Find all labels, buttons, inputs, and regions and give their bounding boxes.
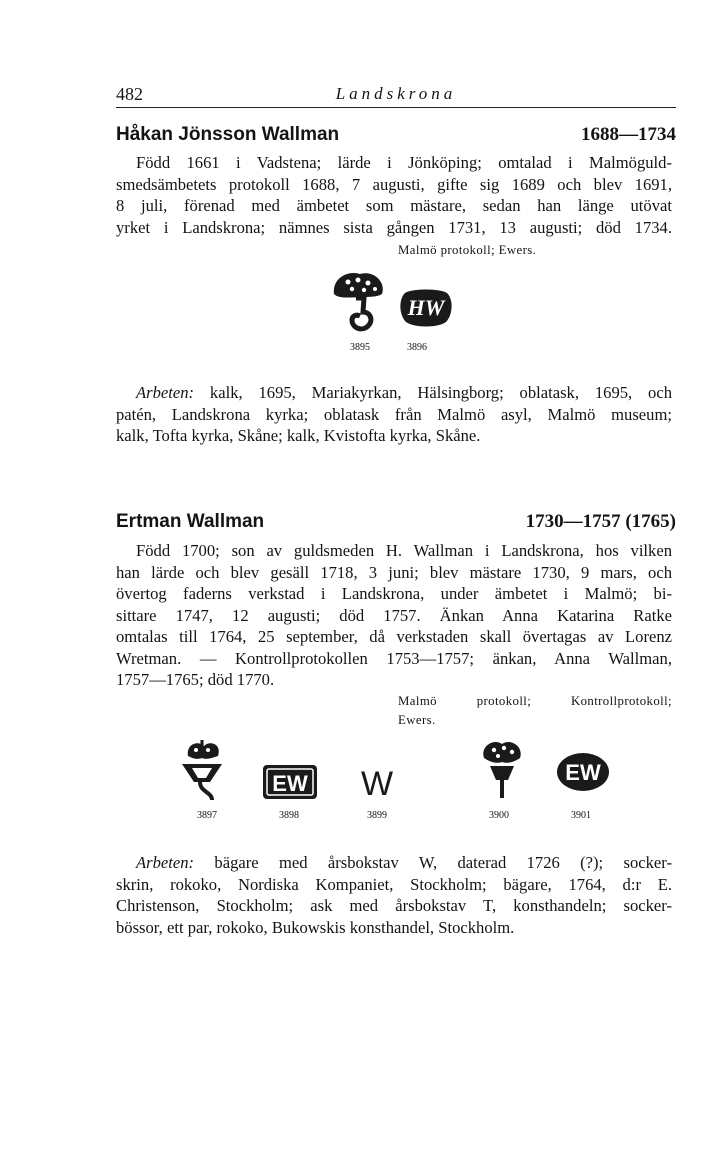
works-line: bössor, ett par, rokoko, Bukowskis konsthandel, Stockholm. (116, 917, 515, 937)
running-title: Landskrona (335, 84, 457, 103)
works-line (116, 852, 672, 874)
entry-years: 1730—1757 (1765) (525, 511, 676, 532)
works-line: skrin, rokoko, Nordiska Kompaniet, Stockholm; bägare, 1764, d:r E. (116, 874, 672, 894)
flower-vase-mark-icon (330, 268, 388, 334)
mark-letters: EW (272, 771, 308, 796)
flower-vase-mark-icon (178, 738, 226, 806)
bio-line: omtalas till 1764, 25 september, då verkstaden skall övertagas av Lorenz (116, 627, 672, 646)
ew-oval-mark-icon (556, 752, 610, 792)
works-line-text: kalk, 1695, Mariakyrkan, Hälsingborg; oblatask, 1695, och (209, 383, 672, 402)
mark-number: 3898 (279, 810, 299, 821)
entry-sources: Malmö protokoll; Kontrollprotokoll; (398, 694, 672, 708)
header-rule (116, 107, 676, 108)
bio-line: övertog faderns verkstad i Landskrona, under ämbetet i Malmö; bi- (116, 584, 672, 603)
bio-line: smedsämbetets protokoll 1688, 7 augusti, gifte sig 1689 och blev 1691, (116, 174, 672, 194)
bio-line: 1757—1765; död 1770. (116, 670, 275, 689)
bio-line: Wretman. — Kontrollprotokollen 1753—1757; änkan, Anna Wallman, (116, 648, 672, 668)
entry-bio (116, 540, 672, 691)
entry-heading-ertman (116, 511, 676, 537)
mark-letters: EW (565, 760, 601, 785)
bio-line: han lärde och blev gesäll 1718, 3 juni; blev mästare 1730, 9 mars, och (116, 562, 672, 582)
hw-monogram-mark-icon (398, 286, 454, 328)
bio-line: sittare 1747, 12 augusti; död 1757. Änkan Anna Katarina Ratke (116, 605, 672, 625)
works-line: kalk, Tofta kyrka, Skåne; kalk, Kvistofta kyrka, Skåne. (116, 426, 481, 445)
page-number: 482 (116, 84, 143, 104)
flower-vase-mark-icon (478, 738, 526, 806)
mark-letters: W (360, 765, 394, 800)
entry-heading-hakan (116, 124, 676, 150)
bio-line: Född 1661 i Vadstena; lärde i Jönköping; omtalad i Malmöguld- (136, 153, 672, 172)
entry-name: Ertman Wallman (116, 511, 265, 532)
mark-number: 3895 (350, 342, 370, 353)
entry-bio (116, 152, 672, 238)
mark-number: 3900 (489, 810, 509, 821)
bio-line: yrket i Landskrona; nämnes sista gången 1731, 13 augusti; död 1734. (116, 217, 672, 237)
entry-name: Håkan Jönsson Wallman (116, 124, 340, 145)
entry-works (116, 382, 672, 447)
entry-works (116, 852, 672, 938)
mark-number: 3897 (197, 810, 217, 821)
works-line (116, 382, 672, 404)
mark-number: 3896 (407, 342, 427, 353)
works-label: Arbeten: (136, 853, 195, 872)
entry-years: 1688—1734 (581, 124, 676, 145)
works-line: patén, Landskrona kyrka; oblatask från Malmö asyl, Malmö museum; (116, 404, 672, 424)
ew-mark-icon (262, 764, 318, 800)
works-label: Arbeten: (136, 383, 195, 402)
bio-line: Född 1700; son av guldsmeden H. Wallman i Landskrona, hos vilken (136, 541, 672, 560)
mark-number: 3901 (571, 810, 591, 821)
works-line-text: bägare med årsbokstav W, daterad 1726 (?); socker- (214, 853, 672, 872)
running-header (116, 84, 676, 106)
w-letter-mark-icon (352, 764, 402, 800)
entry-sources: Malmö protokoll; Ewers. (398, 243, 537, 257)
mark-letters: HW (407, 295, 445, 320)
bio-line: 8 juli, förenad med ämbetet som mästare, sedan han länge utövat (116, 196, 672, 215)
mark-number: 3899 (367, 810, 387, 821)
entry-sources: Ewers. (398, 713, 436, 727)
works-line: Christenson, Stockholm; ask med årsbokstav T, konsthandeln; socker- (116, 896, 672, 915)
